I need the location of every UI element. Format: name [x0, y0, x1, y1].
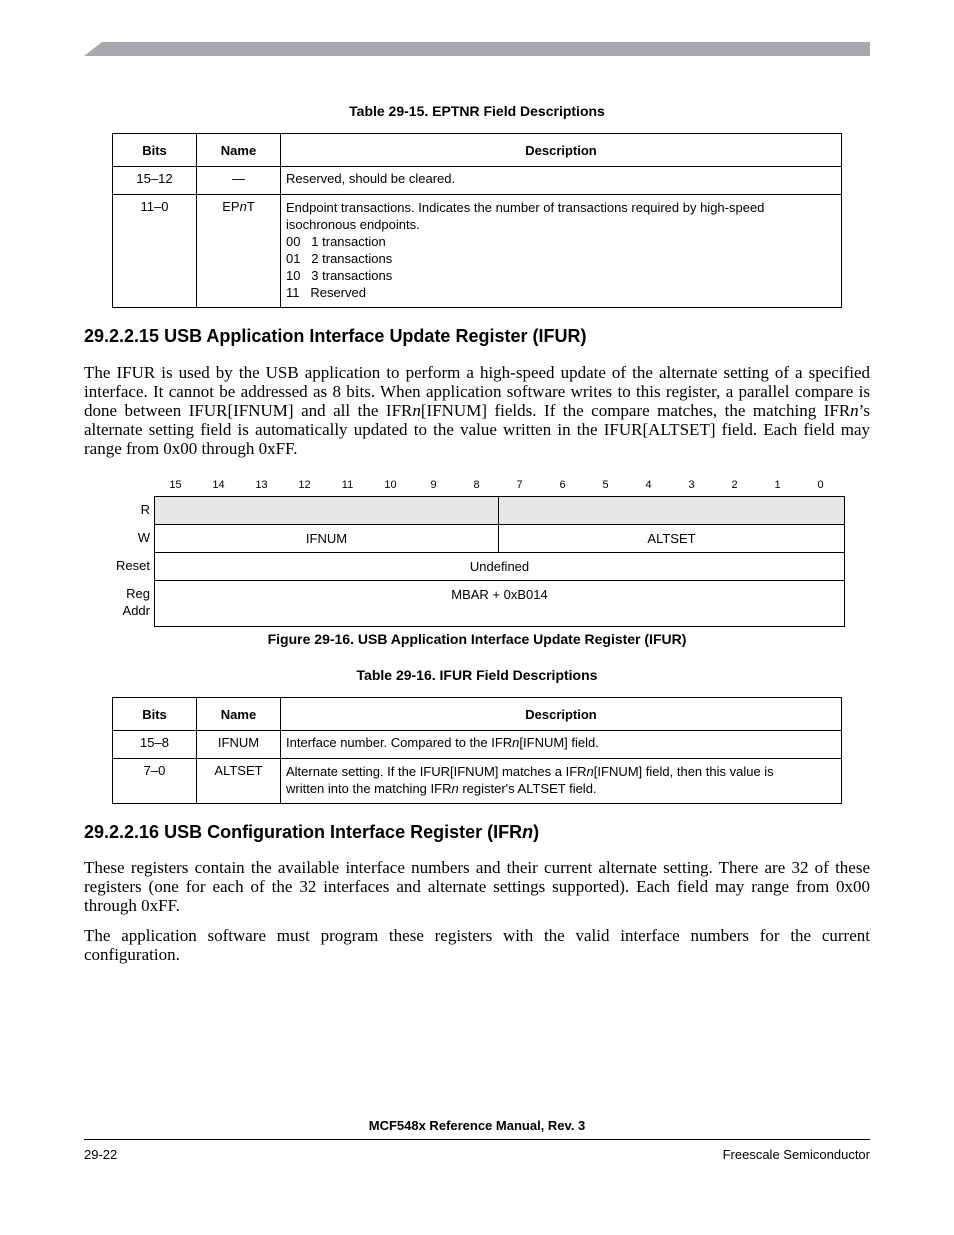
- read-field-lo: [498, 496, 845, 525]
- name-cell: —: [197, 167, 281, 195]
- table-row: [113, 759, 842, 804]
- page-number: 29-22: [84, 1147, 118, 1162]
- row-label-reg: Reg: [126, 586, 150, 601]
- section-heading-ifrn: 29.2.2.16 USB Configuration Interface Register (IFRn): [84, 822, 540, 842]
- bit-number: 6: [559, 479, 566, 491]
- bit-number: 11: [341, 479, 354, 491]
- bit-number: 13: [255, 479, 268, 491]
- row-label-reset: Reset: [116, 558, 150, 573]
- bit-number: 15: [169, 479, 182, 491]
- header-banner: [84, 42, 870, 56]
- bit-number: 1: [774, 479, 781, 491]
- section-heading-ifur: 29.2.2.15 USB Application Interface Update Register (IFUR): [84, 326, 587, 346]
- bit-number: 8: [473, 479, 480, 491]
- table-row: [113, 167, 842, 195]
- column-header-bits: Bits: [113, 698, 197, 731]
- row-label-write: W: [137, 530, 150, 545]
- bit-number: 0: [817, 479, 824, 491]
- bit-number: 3: [688, 479, 695, 491]
- column-header-bits: Bits: [113, 134, 197, 167]
- reset-value: Undefined: [154, 552, 845, 581]
- ifrn-paragraph-1: These registers contain the available interface numbers and their current alternate setting. There are 32 of these registers (one for each of the 32 interfaces and alternate settings supported). Each field may range from 0x00 through 0xFF.: [84, 858, 870, 915]
- bit-number: 4: [645, 479, 652, 491]
- bit-number: 14: [212, 479, 225, 491]
- read-field-hi: [154, 496, 499, 525]
- ifur-paragraph: The IFUR is used by the USB application to perform a high-speed update of the alternate setting of a specified interface. It cannot be addressed as 8 bits. When application software writes to this register, a parallel compare is done between IFUR[IFNUM] and all the IFRn[IFNUM] fields. If the compare matches, the matching IFRn’s alternate setting field is automatically updated to the value written in the IFUR[ALTSET] field. Each field may range from 0x00 through 0xFF.: [84, 363, 871, 458]
- bits-cell: 15–12: [113, 167, 197, 195]
- table-caption-eptnr: Table 29-15. EPTNR Field Descriptions: [349, 103, 605, 119]
- bit-number: 7: [516, 479, 523, 491]
- register-address: MBAR + 0xB014: [154, 580, 845, 627]
- altset-field: ALTSET: [498, 524, 845, 553]
- company-name: Freescale Semiconductor: [722, 1147, 870, 1162]
- footer-divider: [84, 1139, 870, 1140]
- ifrn-paragraph-2: The application software must program these registers with the valid interface numbers for the current configuration.: [84, 926, 870, 964]
- bits-cell: 11–0: [113, 195, 197, 308]
- column-header-name: Name: [197, 134, 281, 167]
- bit-number: 5: [602, 479, 609, 491]
- footer-manual-title: MCF548x Reference Manual, Rev. 3: [368, 1118, 586, 1133]
- table-row: [113, 195, 842, 308]
- description-cell: Endpoint transactions. Indicates the number of transactions required by high-speed isochronous endpoints. 00 1 transaction 01 2 transactions 10 3 transactions 11 Reserved: [281, 195, 842, 308]
- ifur-field-table: [112, 697, 842, 804]
- eptnr-field-table: [112, 133, 842, 308]
- description-cell: Reserved, should be cleared.: [281, 167, 842, 195]
- table-caption-ifur: Table 29-16. IFUR Field Descriptions: [356, 667, 598, 683]
- name-cell: EPnT: [197, 195, 281, 308]
- row-label-read: R: [140, 502, 150, 517]
- description-cell: Interface number. Compared to the IFRn[IFNUM] field.: [281, 731, 842, 759]
- bit-number: 2: [731, 479, 738, 491]
- column-header-description: Description: [281, 134, 842, 167]
- bit-number: 9: [430, 479, 437, 491]
- name-cell: ALTSET: [197, 759, 281, 804]
- column-header-description: Description: [281, 698, 842, 731]
- bits-cell: 15–8: [113, 731, 197, 759]
- row-label-addr: Addr: [122, 603, 150, 618]
- table-row: [113, 731, 842, 759]
- column-header-name: Name: [197, 698, 281, 731]
- description-cell: Alternate setting. If the IFUR[IFNUM] matches a IFRn[IFNUM] field, then this value is written into the matching IFRn register's ALTSET field.: [281, 759, 842, 804]
- figure-caption: Figure 29-16. USB Application Interface Update Register (IFUR): [267, 631, 687, 647]
- bits-cell: 7–0: [113, 759, 197, 804]
- name-cell: IFNUM: [197, 731, 281, 759]
- bit-number: 12: [298, 479, 311, 491]
- ifnum-field: IFNUM: [154, 524, 499, 553]
- bit-number: 10: [384, 479, 397, 491]
